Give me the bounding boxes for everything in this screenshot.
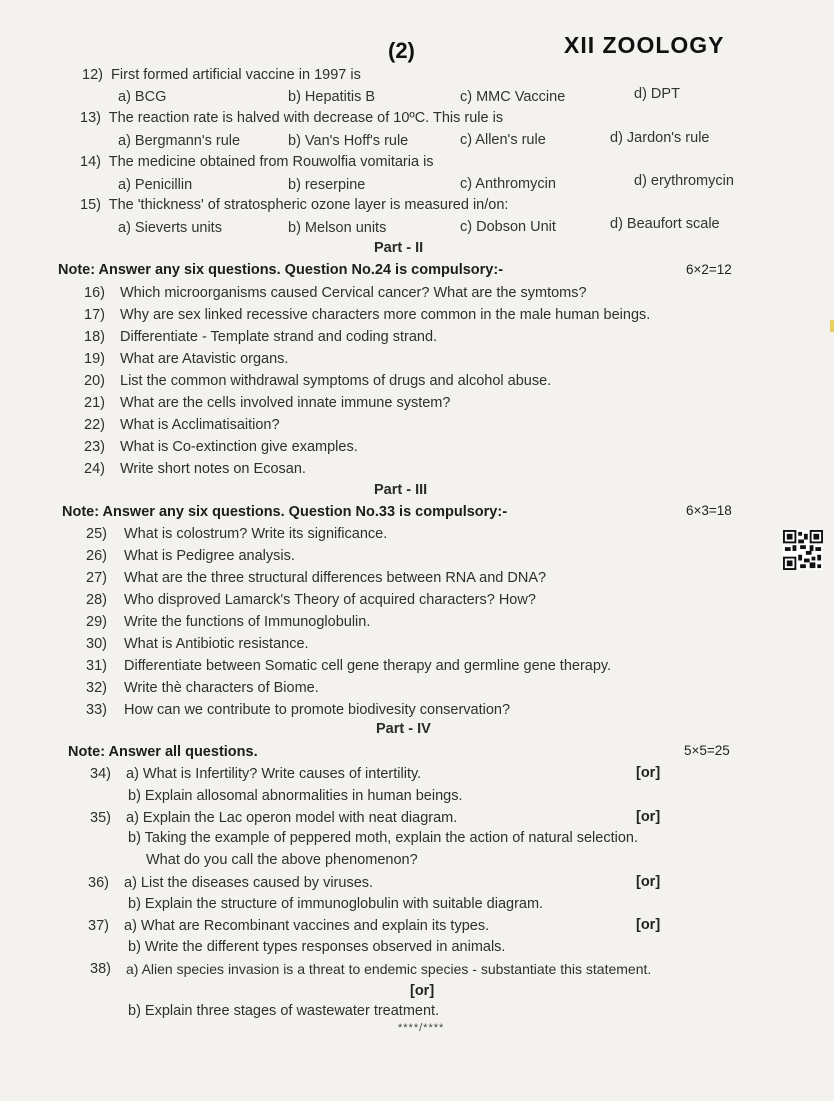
question-15 (80, 197, 508, 213)
question-text: How can we contribute to promote biodivesity conservation? (124, 702, 511, 718)
question-35-number: 35) (90, 810, 111, 826)
question-item (84, 285, 587, 301)
question-item (86, 526, 387, 542)
question-item (84, 329, 437, 345)
or-label: [or] (410, 983, 435, 999)
part-3-marks: 6×3=18 (686, 503, 732, 518)
question-37-number: 37) (88, 918, 109, 934)
question-number: 31) (86, 658, 107, 674)
part-3-note: Note: Answer any six questions. Question No.33 is compulsory:- (62, 504, 508, 520)
question-item (86, 680, 319, 696)
option-a: a) Sieverts units (118, 220, 222, 236)
question-36-number: 36) (88, 875, 109, 891)
question-35b: b) Taking the example of peppered moth, explain the action of natural selection. (128, 830, 638, 846)
question-34a: a) What is Infertility? Write causes of intertility. (126, 766, 422, 782)
question-number: 21) (84, 395, 105, 411)
question-text: Write thè characters of Biome. (124, 680, 319, 696)
question-text: Differentiate - Template strand and coding strand. (120, 329, 438, 345)
option-c: c) Dobson Unit (460, 219, 556, 235)
question-item (86, 702, 510, 718)
question-number: 27) (86, 570, 107, 586)
question-text: Differentiate between Somatic cell gene therapy and germline gene therapy. (124, 658, 612, 674)
question-item (86, 658, 611, 674)
question-number: 25) (86, 526, 107, 542)
part-4-marks: 5×5=25 (684, 743, 730, 758)
qr-code (783, 530, 823, 570)
question-number: 26) (86, 548, 107, 564)
question-number: 14) (80, 154, 101, 170)
option-c: c) Anthromycin (460, 176, 556, 192)
question-35b-cont: What do you call the above phenomenon? (146, 852, 418, 868)
question-text: List the common withdrawal symptoms of drugs and alcohol abuse. (120, 373, 552, 389)
question-34-number: 34) (90, 766, 111, 782)
question-number: 12) (82, 67, 103, 83)
question-38b: b) Explain three stages of wastewater treatment. (128, 1003, 440, 1019)
question-item (84, 351, 288, 367)
question-text: Write the functions of Immunoglobulin. (124, 614, 371, 630)
question-number: 13) (80, 110, 101, 126)
option-b: b) reserpine (288, 177, 366, 193)
question-text: What is Pedigree analysis. (124, 548, 295, 564)
subject-title: XII ZOOLOGY (564, 32, 725, 58)
question-number: 19) (84, 351, 105, 367)
part-3-title: Part - III (374, 482, 428, 498)
question-item (84, 307, 650, 323)
question-37b: b) Write the different types responses observed in animals. (128, 939, 506, 955)
question-34b: b) Explain allosomal abnormalities in human beings. (128, 788, 463, 804)
or-label: [or] (636, 765, 661, 781)
question-item (84, 395, 450, 411)
question-number: 24) (84, 461, 105, 477)
or-label: [or] (636, 874, 661, 890)
or-label: [or] (636, 809, 661, 825)
question-text: What is Acclimatisaition? (120, 417, 280, 433)
option-c: c) MMC Vaccine (460, 89, 566, 105)
option-b: b) Melson units (288, 220, 387, 236)
question-text: What is colostrum? Write its significance. (124, 526, 388, 542)
question-text: Why are sex linked recessive characters more common in the male human beings. (120, 307, 651, 323)
question-item (86, 548, 295, 564)
question-item (86, 592, 536, 608)
page-number: (2) (388, 38, 415, 63)
question-38-number: 38) (90, 961, 111, 977)
question-text: What is Antibiotic resistance. (124, 636, 309, 652)
question-number: 32) (86, 680, 107, 696)
question-35a: a) Explain the Lac operon model with neat diagram. (126, 810, 458, 826)
option-b: b) Hepatitis B (288, 89, 376, 105)
question-item (84, 439, 358, 455)
question-text: First formed artificial vaccine in 1997 is (111, 67, 361, 83)
question-text: What are the cells involved innate immune system? (120, 395, 451, 411)
question-number: 30) (86, 636, 107, 652)
question-number: 23) (84, 439, 105, 455)
option-a: a) Bergmann's rule (118, 133, 241, 149)
question-item (84, 417, 280, 433)
question-item (84, 461, 306, 477)
question-36a: a) List the diseases caused by viruses. (124, 875, 374, 891)
question-38a: a) Alien species invasion is a threat to endemic species - substantiate this statement. (126, 961, 652, 977)
question-number: 22) (84, 417, 105, 433)
part-2-note: Note: Answer any six questions. Question No.24 is compulsory:- (58, 262, 504, 278)
part-4-note: Note: Answer all questions. (68, 744, 258, 760)
question-text: The 'thickness' of stratospheric ozone layer is measured in/on: (108, 197, 509, 213)
question-number: 15) (80, 197, 101, 213)
option-d: d) Beaufort scale (610, 216, 720, 232)
question-text: The medicine obtained from Rouwolfia vomitaria is (108, 154, 434, 170)
question-number: 18) (84, 329, 105, 345)
question-item (86, 570, 546, 586)
question-12 (82, 67, 361, 83)
option-a: a) Penicillin (118, 177, 193, 193)
question-number: 17) (84, 307, 105, 323)
question-37a: a) What are Recombinant vaccines and explain its types. (124, 918, 490, 934)
question-number: 29) (86, 614, 107, 630)
part-2-marks: 6×2=12 (686, 262, 732, 277)
question-item (86, 636, 309, 652)
option-b: b) Van's Hoff's rule (288, 133, 409, 149)
option-d: d) erythromycin (634, 173, 734, 189)
end-mark: ****/**** (398, 1022, 445, 1034)
question-text: What are Atavistic organs. (120, 351, 289, 367)
question-text: Write short notes on Ecosan. (120, 461, 306, 477)
option-d: d) Jardon's rule (610, 130, 710, 146)
option-d: d) DPT (634, 86, 680, 102)
question-text: The reaction rate is halved with decrease of 10ºC. This rule is (108, 110, 504, 126)
edge-mark (830, 320, 834, 332)
question-number: 20) (84, 373, 105, 389)
question-item (84, 373, 551, 389)
question-number: 33) (86, 702, 107, 718)
option-c: c) Allen's rule (460, 132, 546, 148)
question-text: What is Co-extinction give examples. (120, 439, 358, 455)
question-number: 16) (84, 285, 105, 301)
question-number: 28) (86, 592, 107, 608)
question-36b: b) Explain the structure of immunoglobulin with suitable diagram. (128, 896, 544, 912)
option-a: a) BCG (118, 89, 167, 105)
question-item (86, 614, 370, 630)
question-text: Which microorganisms caused Cervical cancer? What are the symtoms? (120, 285, 587, 301)
question-text: Who disproved Lamarck's Theory of acquired characters? How? (124, 592, 536, 608)
part-4-title: Part - IV (376, 721, 431, 737)
question-14 (80, 154, 434, 170)
or-label: [or] (636, 917, 661, 933)
question-13 (80, 110, 503, 126)
part-2-title: Part - II (374, 240, 424, 256)
question-text: What are the three structural differences between RNA and DNA? (124, 570, 547, 586)
